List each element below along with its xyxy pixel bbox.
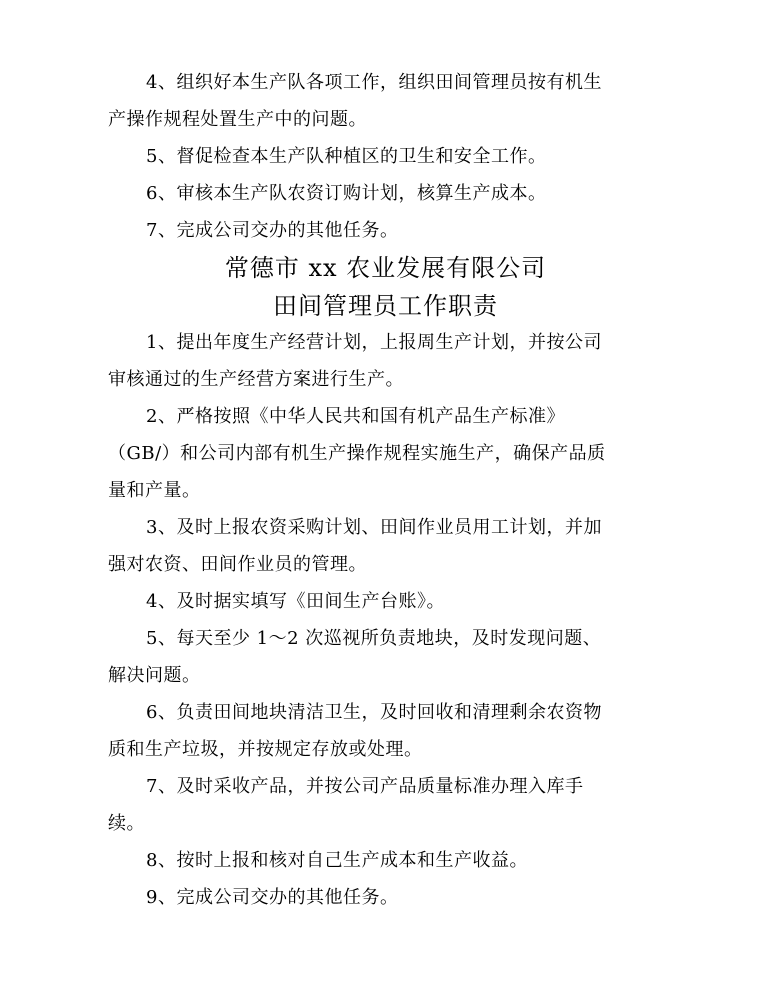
paragraph-line: 4、及时据实填写《田间生产台账》。 xyxy=(146,591,445,612)
paragraph-line: 解决问题。 xyxy=(108,665,201,686)
duty-item-1 xyxy=(108,324,663,398)
duty-item-5 xyxy=(108,620,663,694)
duty-item-4 xyxy=(108,583,663,620)
paragraph-line: 8、按时上报和核对自己生产成本和生产收益。 xyxy=(146,850,528,871)
paragraph-line: 量和产量。 xyxy=(108,480,201,501)
paragraph-line: 3、及时上报农资采购计划、田间作业员用工计划，并加 xyxy=(146,517,602,538)
paragraph-line: 7、完成公司交办的其他任务。 xyxy=(146,220,399,241)
paragraph-line: 产操作规程处置生产中的问题。 xyxy=(108,109,367,130)
paragraph-line: 4、组织好本生产队各项工作，组织田间管理员按有机生 xyxy=(146,72,602,93)
document-title-role: 田间管理员工作职责 xyxy=(273,292,498,320)
paragraph-line: 质和生产垃圾，并按规定存放或处理。 xyxy=(108,739,423,760)
paragraph-line: 2、严格按照《中华人民共和国有机产品生产标准》 xyxy=(146,406,565,427)
top-item-4 xyxy=(108,64,663,138)
paragraph-line: 7、及时采收产品，并按公司产品质量标准办理入库手 xyxy=(146,776,584,797)
duty-item-6 xyxy=(108,694,663,768)
top-item-6 xyxy=(108,175,663,212)
paragraph-line: 续。 xyxy=(108,813,145,834)
paragraph-line: 审核通过的生产经营方案进行生产。 xyxy=(108,369,404,390)
document-title-company: 常德市 xx 农业发展有限公司 xyxy=(224,254,547,282)
paragraph-line: 6、负责田间地块清洁卫生，及时回收和清理剩余农资物 xyxy=(146,702,602,723)
paragraph-line: 6、审核本生产队农资订购计划，核算生产成本。 xyxy=(146,183,547,204)
duty-item-9 xyxy=(108,879,663,916)
paragraph-line: 5、每天至少 1～2 次巡视所负责地块，及时发现问题、 xyxy=(146,628,602,649)
top-item-7 xyxy=(108,212,663,249)
paragraph-line: 9、完成公司交办的其他任务。 xyxy=(146,887,399,908)
duty-item-3 xyxy=(108,509,663,583)
paragraph-line: 5、督促检查本生产队种植区的卫生和安全工作。 xyxy=(146,146,547,167)
duty-item-2 xyxy=(108,398,663,509)
paragraph-line: （GB/）和公司内部有机生产操作规程实施生产，确保产品质 xyxy=(108,443,606,464)
duty-item-8 xyxy=(108,842,663,879)
paragraph-line: 1、提出年度生产经营计划，上报周生产计划，并按公司 xyxy=(146,332,602,353)
paragraph-line: 强对农资、田间作业员的管理。 xyxy=(108,554,367,575)
top-item-5 xyxy=(108,138,663,175)
duty-item-7 xyxy=(108,768,663,842)
